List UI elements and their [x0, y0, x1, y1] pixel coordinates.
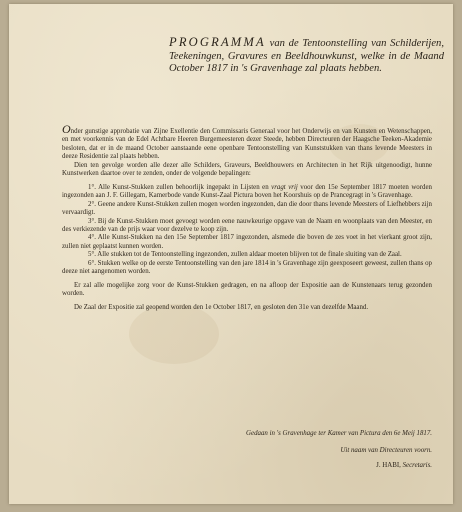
signature-role: Secretaris.: [402, 462, 432, 469]
condition-2: [62, 201, 432, 218]
intro-paragraph: [62, 122, 432, 162]
care-paragraph: Er zal alle mogelijke zorg voor de Kunst-Stukken gedragen, en na afloop der Expositie aan de Kunstenaars terug gezonden worden.: [62, 281, 432, 298]
document-body: [62, 122, 432, 312]
hall-paragraph: De Zaal der Expositie zal geopend worden den 1e October 1817, en gesloten den 31e van dezelfde Maand.: [74, 303, 369, 311]
condition-1: [62, 184, 432, 201]
paper-stain: [129, 304, 219, 364]
document-title: [169, 36, 444, 76]
invite-paragraph: Dien ten gevolge worden alle dezer alle Schilders, Graveurs, Beeldhouwers en Architecten in het Rijk uitgenoodigt, hunne Kunstwerken daartoe over te zenden, onder de volgende bepalingen:: [62, 161, 432, 178]
title-programma: PROGRAMMA: [169, 35, 266, 49]
intro-text: nder gunstige approbatie van Zijne Exellentie den Commissaris Generaal voor het Onderwijs en van Kunsten en Wetenschappen, en met voorkennis van de Edel Achtbare Heeren Burgemeesteren dezer Steede, hebben Directeuren der Haagsche Teeken-Akademie besloten, dat er in de maand October aanstaande eene openbare Tentoonstelling van Kunststukken van thans levende Meesters in deeze Residentie zal plaats hebben.: [62, 128, 432, 161]
condition-3: [62, 218, 432, 235]
condition-text: Bij de Kunst-Stukken moet gevoegt worden eene nauwkeurige opgave van de Naam en woonplaats van den Meester, en des verkiezende van de prijs waar voor dezelve te koop zijn.: [62, 217, 432, 233]
on-behalf-line: Uit naam van Directeuren voorn.: [340, 447, 432, 454]
condition-text: voor den 15e September 1817 moeten worden ingezonden aan J. F. Gillegam, Kamerbode vande Kunst-Zaal Pictura boven het Koorshuis op de Prancegragt in 's Gravenhage.: [62, 183, 432, 200]
condition-text: Alle Kunst-Stukken zullen behoorlijk ingepakt in Lijsten en: [98, 183, 269, 191]
condition-text: Stukken welke op de eerste Tentoonstelling van den jare 1814 in 's Gravenhage zijn geexposeert geweest, zullen thans op deeze niet aangenomen worden.: [62, 259, 432, 276]
condition-number: 2°.: [88, 200, 96, 208]
condition-number: 5°.: [88, 251, 96, 259]
condition-text: Alle stukken tot de Tentoonstelling ingezonden, zullen aldaar moeten blijven tot de finale sluiting van de Zaal.: [97, 251, 402, 259]
condition-number: 6°.: [88, 259, 96, 267]
condition-6: [62, 260, 432, 277]
condition-text: Alle Kunst-Stukken na den 15e September 1817 ingezonden, alsmede die boven de zes voet in het vierkant groot zijn, zullen niet geplaatst kunnen worden.: [62, 234, 432, 250]
signature: [62, 462, 453, 470]
condition-emphasis: vragt vrij: [271, 183, 298, 191]
dateline: Gedaan in 's Gravenhage ter Kamer van Pictura den 6e Meij 1817.: [246, 430, 432, 437]
condition-4: [62, 234, 432, 251]
drop-cap: O: [62, 122, 71, 136]
condition-number: 1°.: [88, 183, 96, 191]
condition-text: Geene andere Kunst-Stukken zullen mogen worden ingezonden, dan die door thans levende Meesters of Liefhebbers zijn vervaardigt.: [62, 200, 432, 217]
condition-number: 3°.: [88, 217, 96, 225]
condition-5: [62, 251, 432, 259]
document-sheet: [9, 4, 453, 504]
title-rest: van de Tentoonstelling van Schilderijen, Teekeningen, Gravures en Beeldhouwkunst, welke in de Maand October 1817 in 's Gravenhage zal plaats hebben.: [169, 38, 445, 74]
condition-number: 4°.: [88, 234, 96, 242]
signature-name: J. HABI,: [376, 462, 401, 469]
